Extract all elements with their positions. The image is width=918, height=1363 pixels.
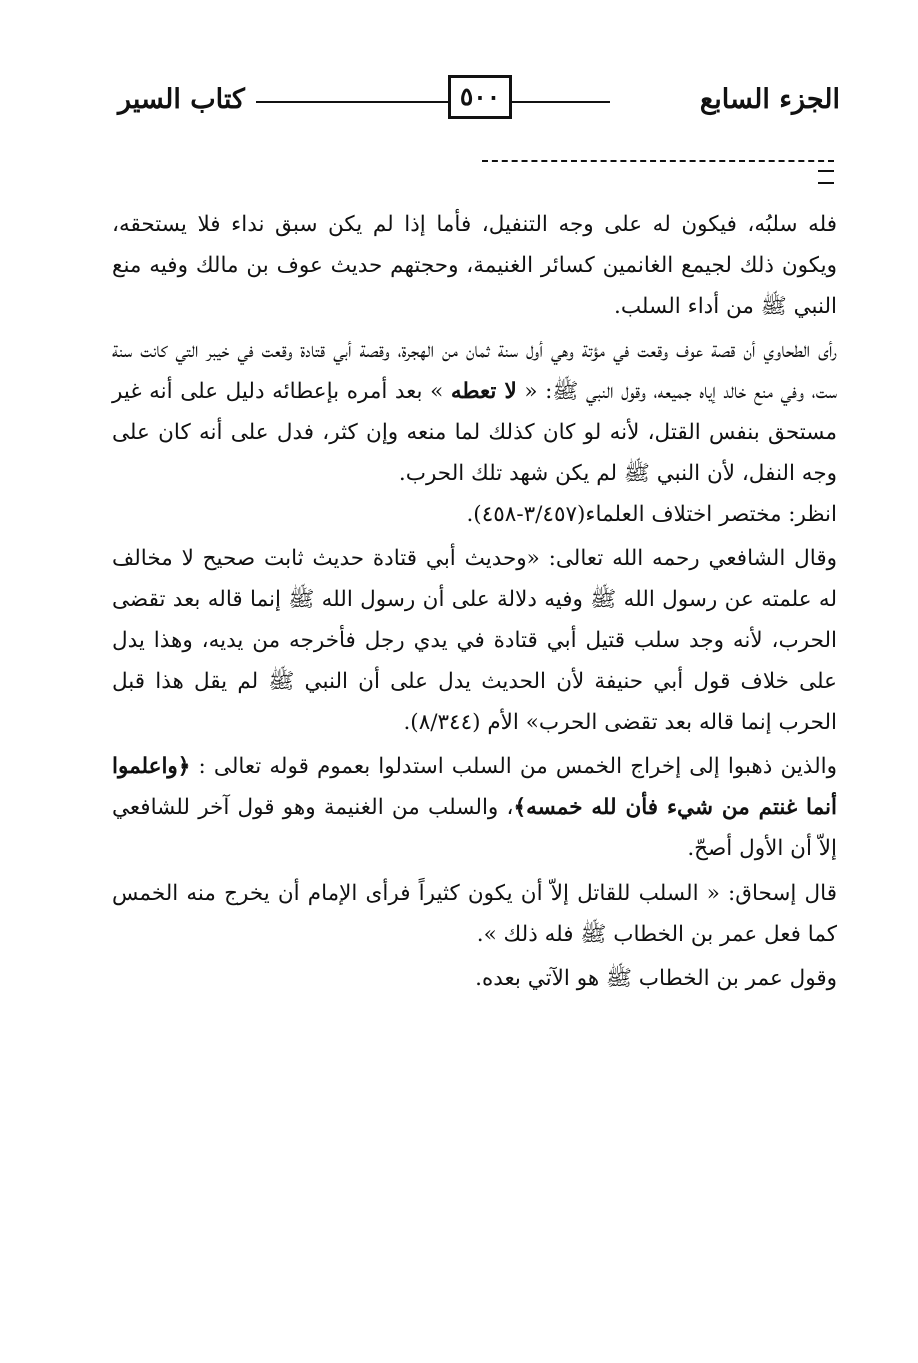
running-header [118, 70, 840, 130]
paragraph-5-part-1: والذين ذهبوا إلى إخراج الخمس من السلب استدلوا بعموم قوله تعالى : [190, 754, 837, 780]
paragraph-7: وقول عمر بن الخطاب ﷺ هو الآتي بعده. [475, 966, 837, 992]
footnote-text [112, 205, 837, 1000]
paragraph-6: قال إسحاق: « السلب للقاتل إلاّ أن يكون كثيراً فرأى الإمام أن يخرج منه الخمس كما فعل عمر بن الخطاب ﷺ فله ذلك ». [112, 880, 837, 947]
footnote-mark [818, 170, 834, 184]
paragraph-2-part-2: » بعد أمره بإعطائه دليل على أنه غير مستحق بنفس القتل، لأنه لو كان كذلك لما منعه وإن كثر، فدل على أنه كان على وجه النفل، لأن النبي ﷺ لم يكن شهد تلك الحرب. [112, 379, 837, 486]
header-rule-right [518, 101, 610, 103]
footnote-separator [482, 160, 834, 162]
paragraph-5-part-2: ، والسلب من الغنيمة وهو قول آخر للشافعي إلاّ أن الأول أصحّ. [112, 795, 837, 861]
paragraph-1: فله سلبُه، فيكون له على وجه التنفيل، فأما إذا لم يكن سبق نداء فلا يستحقه، ويكون ذلك لجيمع الغانمين كسائر الغنيمة، وحجتهم حديث عوف بن مالك وفيه منع النبي ﷺ من أداء السلب. [112, 212, 837, 319]
paragraph-3-reference: انظر: مختصر اختلاف العلماء(٣/٤٥٧-٤٥٨). [466, 501, 837, 527]
quran-verse: ﴿واعلموا أنما غنتم من شيء فأن لله خمسه﴾ [112, 754, 837, 821]
paragraph-4: وقال الشافعي رحمه الله تعالى: «وحديث أبي قتادة حديث ثابت صحيح لا مخالف له علمته عن رسول الله ﷺ وفيه دلالة على أن رسول الله ﷺ إنما قاله بعد تقضى الحرب، لأنه وجد سلب قتيل أبي قتادة في يدي رجل فأخرجه من يديه، وهذا يدل على خلاف قول أبي حنيفة لأن الحديث يدل على أن النبي ﷺ لم يقل هذا قبل الحرب إنما قاله بعد تقضى الحرب» الأم (٨/٣٤٤). [112, 546, 837, 735]
page-number: ٥٠٠ [448, 75, 512, 119]
quoted-phrase: لا تعطه [450, 379, 517, 405]
paragraph-5 [112, 747, 837, 869]
volume-title: الجزء السابع [699, 84, 840, 115]
paragraph-2-part-1: رأى الطحاوي أن قصة عوف وقعت في مؤتة وهي أول سنة ثمان من الهجرة، وقصة أبي قتادة وقعت في خيبر التي كانت سنة ست، وفي منع خالد إياه جميعه، وقول النبي ﷺ: « [112, 338, 837, 405]
book-title: كتاب السير [118, 84, 245, 115]
paragraph-2 [112, 331, 837, 494]
